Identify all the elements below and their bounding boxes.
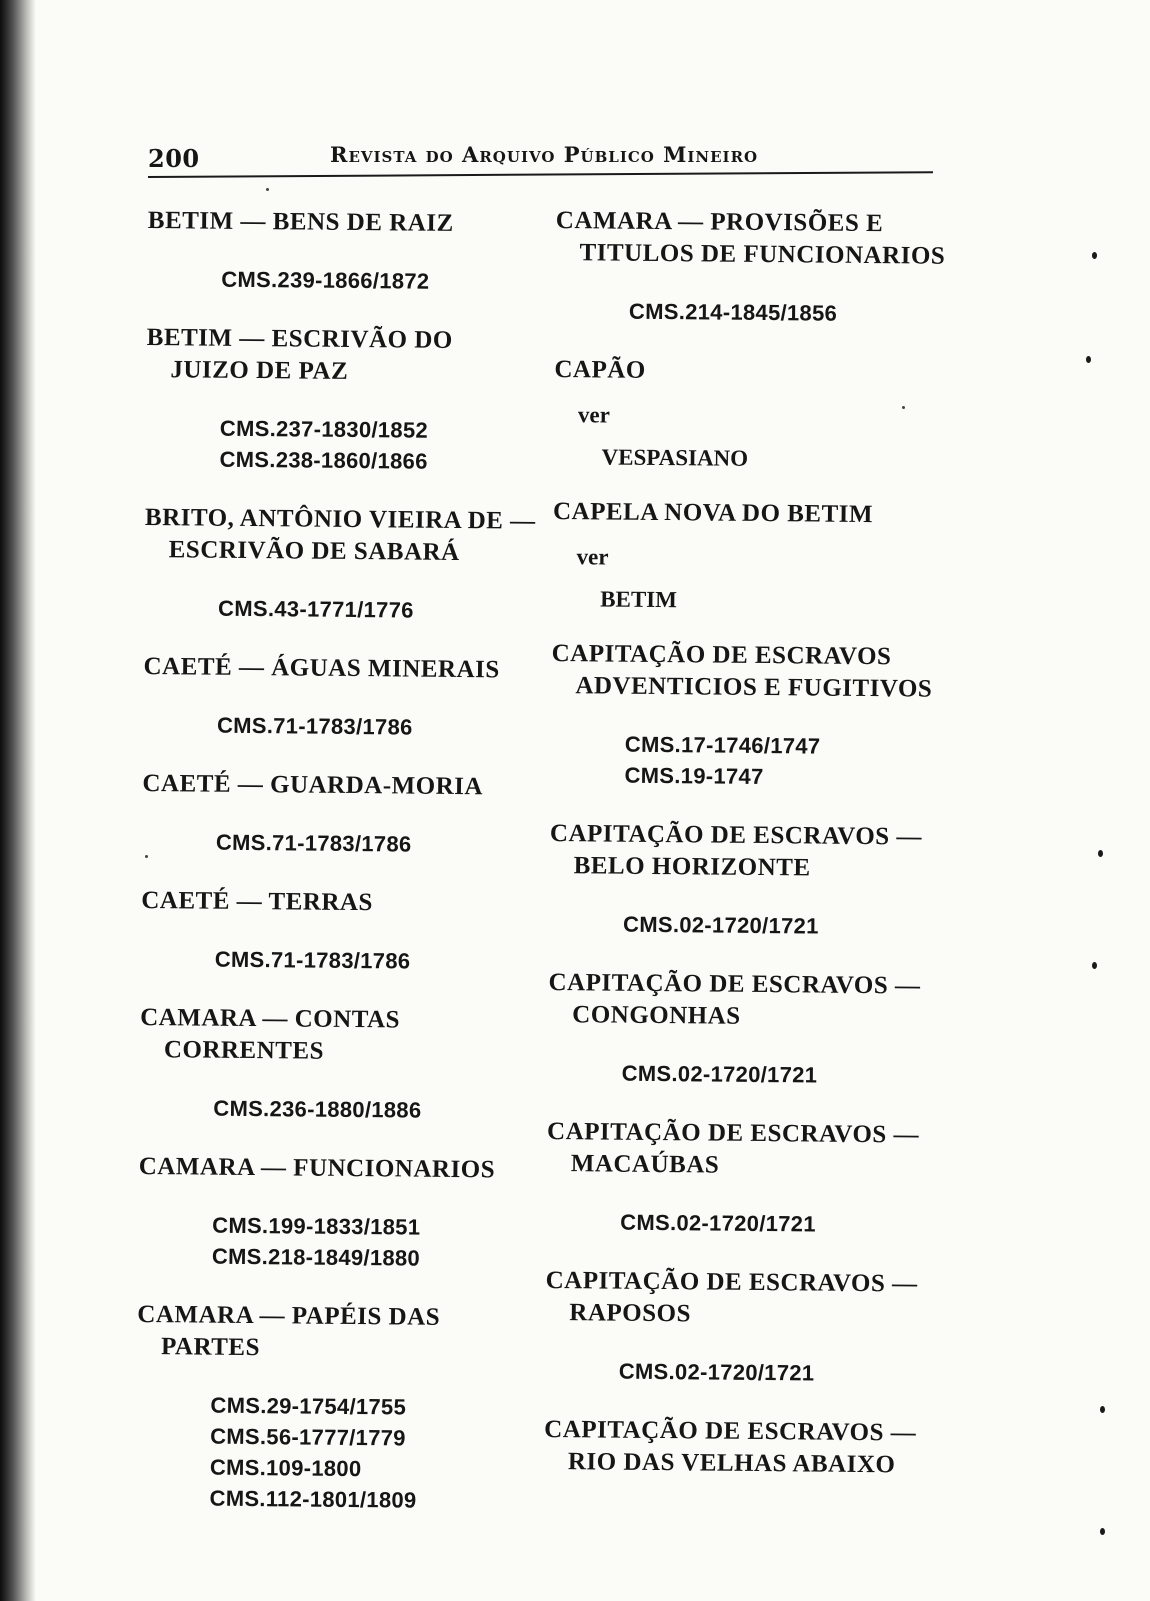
entry-heading: CAPÃO <box>554 355 646 384</box>
call-number: CMS.237-1830/1852 <box>219 415 429 443</box>
call-number: CMS.236-1880/1886 <box>213 1095 422 1123</box>
entry-heading: CAPITAÇÃO DE ESCRAVOS ADVENTICIOS E FUGITIVOS <box>551 639 933 703</box>
call-number: CMS.02-1720/1721 <box>621 1060 818 1088</box>
index-entry <box>142 768 543 861</box>
call-number: CMS.109-1800 <box>209 1454 362 1482</box>
scan-speck <box>902 406 905 409</box>
call-number: CMS.71-1783/1786 <box>214 946 411 974</box>
scan-speck <box>1092 252 1097 259</box>
entry-refs <box>548 1057 948 1092</box>
entry-heading: CAMARA — PROVISÕES E TITULOS DE FUNCIONARIOS <box>555 206 946 270</box>
entry-heading: CAMARA — CONTAS CORRENTES <box>140 1003 401 1065</box>
call-number: CMS.02-1720/1721 <box>622 911 819 939</box>
index-entry <box>545 1265 946 1390</box>
call-number: CMS.71-1783/1786 <box>216 712 413 740</box>
entry-refs <box>143 709 543 744</box>
call-number: CMS.17-1746/1747 <box>624 731 821 759</box>
index-entry <box>138 1151 539 1275</box>
entry-heading: CAETÉ — GUARDA-MORIA <box>142 769 484 801</box>
entry-refs <box>147 263 547 298</box>
page-header <box>148 138 938 178</box>
scan-speck <box>1100 1406 1105 1413</box>
index-entry <box>147 205 548 298</box>
call-number: CMS.43-1771/1776 <box>218 595 414 623</box>
entry-heading: CAETÉ — TERRAS <box>141 886 374 917</box>
left-column <box>135 205 548 1545</box>
index-entry <box>550 638 951 794</box>
call-number: CMS.218-1849/1880 <box>211 1243 421 1271</box>
call-number: CMS.71-1783/1786 <box>215 829 412 857</box>
scan-speck <box>1100 1528 1105 1535</box>
call-number: CMS.19-1747 <box>624 762 764 790</box>
index-entry <box>548 967 949 1092</box>
see-label: ver <box>576 544 609 570</box>
entry-refs <box>550 728 951 794</box>
scan-speck <box>145 855 148 858</box>
right-column <box>544 205 956 1482</box>
header-rule <box>148 171 933 178</box>
entry-refs <box>142 826 542 861</box>
cross-reference <box>552 496 953 616</box>
call-number: CMS.56-1777/1779 <box>210 1423 406 1451</box>
call-number: CMS.112-1801/1809 <box>209 1485 417 1513</box>
entry-refs <box>546 1206 946 1241</box>
scan-speck <box>1098 850 1103 857</box>
entry-heading: CAPITAÇÃO DE ESCRAVOS — BELO HORIZONTE <box>549 819 923 882</box>
call-number: CMS.29-1754/1755 <box>210 1392 407 1420</box>
page-binding-shadow <box>0 0 36 1601</box>
entry-heading: CAPITAÇÃO DE ESCRAVOS — MACAÚBAS <box>546 1117 920 1179</box>
index-entry <box>141 885 542 978</box>
entry-heading: CAPITAÇÃO DE ESCRAVOS — RAPOSOS <box>545 1266 918 1328</box>
entry-heading: CAPELA NOVA DO BETIM <box>552 497 874 529</box>
entry-heading: BETIM — BENS DE RAIZ <box>147 206 454 237</box>
call-number: CMS.02-1720/1721 <box>620 1209 816 1237</box>
entry-refs <box>144 592 544 627</box>
index-entry <box>145 322 546 478</box>
index-entry <box>544 1414 945 1482</box>
call-number: CMS.239-1866/1872 <box>221 266 430 294</box>
index-entry <box>549 818 950 943</box>
entry-refs <box>545 1355 945 1390</box>
entry-heading: CAETÉ — ÁGUAS MINERAIS <box>143 652 500 684</box>
index-entry <box>555 205 956 330</box>
cross-reference <box>553 354 954 474</box>
entry-heading: BRITO, ANTÔNIO VIEIRA DE — ESCRIVÃO DE SABARÁ <box>144 503 536 567</box>
entry-heading: CAPITAÇÃO DE ESCRAVOS — RIO DAS VELHAS ABAIXO <box>544 1415 917 1479</box>
entry-heading: CAMARA — PAPÉIS DAS PARTES <box>137 1300 441 1362</box>
see-label: ver <box>577 402 611 428</box>
entry-refs <box>555 295 955 330</box>
index-entry <box>144 502 545 627</box>
scan-speck <box>266 188 269 191</box>
entry-refs <box>145 412 546 478</box>
see-target: VESPASIANO <box>601 444 749 471</box>
entry-refs <box>135 1389 536 1517</box>
call-number: CMS.199-1833/1851 <box>212 1212 421 1240</box>
entry-heading: BETIM — ESCRIVÃO DO JUIZO DE PAZ <box>146 323 453 385</box>
entry-heading: CAMARA — FUNCIONARIOS <box>138 1152 496 1184</box>
entry-refs <box>139 1092 539 1127</box>
scan-speck <box>1092 962 1097 969</box>
entry-refs <box>549 908 949 943</box>
index-entry <box>135 1299 537 1517</box>
running-title: Revista do Arquivo Público Mineiro <box>330 142 759 167</box>
call-number: CMS.214-1845/1856 <box>628 298 838 326</box>
index-entry <box>143 651 544 744</box>
entry-refs <box>138 1209 539 1275</box>
page-number: 200 <box>148 144 200 173</box>
call-number: CMS.238-1860/1866 <box>219 446 428 474</box>
entry-refs <box>141 943 541 978</box>
see-target: BETIM <box>600 586 678 613</box>
index-entry <box>139 1002 540 1127</box>
entry-heading: CAPITAÇÃO DE ESCRAVOS — CONGONHAS <box>548 968 921 1030</box>
index-entry <box>546 1116 947 1241</box>
scan-speck <box>1086 356 1091 363</box>
call-number: CMS.02-1720/1721 <box>618 1358 815 1386</box>
